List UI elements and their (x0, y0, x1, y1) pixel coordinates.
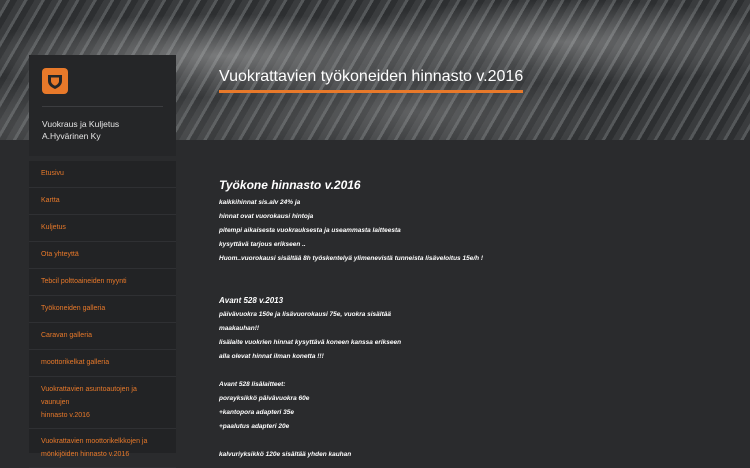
page-title: Vuokrattavien työkoneiden hinnasto v.2016 (219, 68, 523, 93)
text-line: kysyttävä tarjous erikseen .. (219, 241, 306, 248)
brand-name-line2: A.Hyvärinen Ky (42, 131, 101, 141)
text-line: kaikkihinnat sis.alv 24% ja (219, 199, 301, 206)
content-heading: Työkone hinnasto v.2016 (219, 178, 361, 192)
text-line: +kantopora adapteri 35e (219, 409, 294, 416)
nav-item-moottorikelkat-galleria[interactable]: moottorikelkat galleria (29, 350, 176, 377)
nav-item-polttoaineet[interactable]: Tebcil polttoaineiden myynti (29, 269, 176, 296)
nav-item-label: Vuokrattavien moottorikelkkojen ja (41, 438, 148, 445)
text-line: maakauhan!! (219, 325, 260, 332)
text-line: lisälaite vuokrien hinnat kysyttävä koneen kanssa erikseen (219, 339, 402, 346)
text-line: porayksikkö päivävuokra 60e (219, 395, 310, 402)
brand-divider (42, 106, 163, 107)
text-line: päivävuokra 150e ja lisävuorokausi 75e, vuokra sisältää (219, 311, 391, 318)
nav-item-label: mönkijöiden hinnasto v.2016 (41, 451, 130, 458)
nav-item-etusivu[interactable]: Etusivu (29, 161, 176, 188)
section-heading: Avant 528 lisälaitteet: (219, 381, 286, 388)
main-content (219, 178, 739, 462)
nav-item-kuljetus[interactable]: Kuljetus (29, 215, 176, 242)
nav-item-kartta[interactable]: Kartta (29, 188, 176, 215)
text-line: +paalutus adapteri 20e (219, 423, 290, 430)
nav-item-label: hinnasto v.2016 (41, 412, 90, 419)
nav-item-ota-yhteytta[interactable]: Ota yhteyttä (29, 242, 176, 269)
section-heading: Avant 528 v.2013 (219, 296, 284, 305)
nav-item-moottorikelkkojen-hinnasto[interactable] (29, 429, 176, 468)
nav-item-caravan-galleria[interactable]: Caravan galleria (29, 323, 176, 350)
brand-panel (29, 55, 176, 156)
nav-item-label: Vuokrattavien asuntoautojen ja vaunujen (41, 386, 137, 406)
nav-item-asuntoautojen-hinnasto[interactable] (29, 377, 176, 429)
text-line: Huom..vuorokausi sisältää 8h työskentelyä ylimenevistä tunneista lisäveloitus 15e/h ! (219, 255, 484, 262)
sidebar-nav (29, 161, 176, 458)
nav-item-tyokoneiden-galleria[interactable]: Työkoneiden galleria (29, 296, 176, 323)
brand-name-line1: Vuokraus ja Kuljetus (42, 119, 120, 129)
text-line: alla olevat hinnat ilman konetta !!! (219, 353, 324, 360)
text-line: hinnat ovat vuorokausi hintoja (219, 213, 314, 220)
text-line: kalvuriyksikkö 120e sisältää yhden kauhan (219, 451, 352, 458)
shield-logo-icon[interactable] (42, 68, 68, 94)
text-line: pitempi aikaisesta vuokrauksesta ja useammasta laitteesta (219, 227, 401, 234)
